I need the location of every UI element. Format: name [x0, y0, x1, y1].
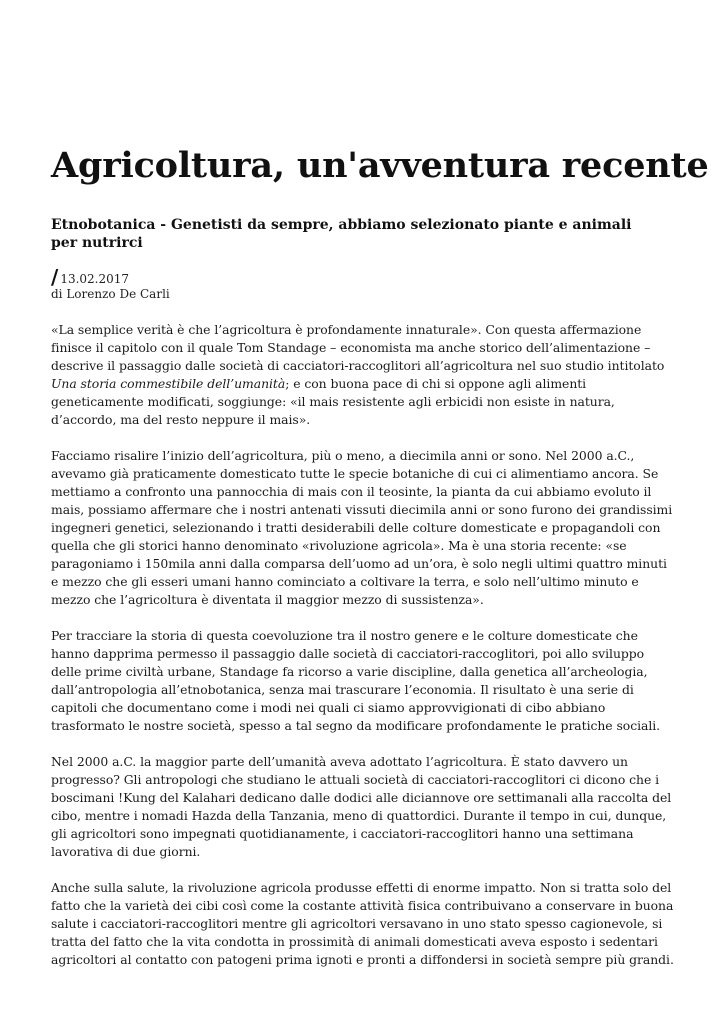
paragraph-2: Facciamo risalire l’inizio dell’agricoltura, più o meno, a diecimila anni or sono. Nel 2000 a.C., avevamo già praticamente domesticato tutte le specie botaniche di cui ci alimentiamo ancora. Se mettiamo a confronto una pannocchia di mais con il teosinte, la pianta da cui abbiamo evoluto il mais, possiamo affermare che i nostri antenati vissuti diecimila anni or sono furono dei grandissimi ingegneri genetici, selezionando i tratti desiderabili delle colture domesticate e propagandoli con quella che gli storici hanno denominato «rivoluzione agricola». Ma è una storia recente: «se paragoniamo i 150mila anni dalla comparsa dell’uomo ad un’ora, è solo negli ultimi quattro minuti e mezzo che gli esseri umani hanno cominciato a coltivare la terra, e solo nell’ultimo minuto e mezzo che l’agricoltura è diventata il maggior mezzo di sussistenza». — [51, 448, 673, 607]
author-byline: di Lorenzo De Carli — [51, 287, 170, 301]
paragraph-1-text-before: «La semplice verità è che l’agricoltura è profondamente innaturale». Con questa affermazione finisce il capitolo con il quale Tom Standage – economista ma anche storico dell’alimentazione – descrive il passaggio dalle società di cacciatori-raccoglitori all’agricoltura nel suo studio intitolato — [51, 322, 665, 373]
book-title: Una storia commestibile dell’umanità — [51, 376, 286, 391]
paragraph-3: Per tracciare la storia di questa coevoluzione tra il nostro genere e le colture domesticate che hanno dapprima permesso il passaggio dalle società di cacciatori-raccoglitori, poi allo sviluppo delle prime civiltà urbane, Standage fa ricorso a varie discipline, dalla genetica all’archeologia, dall’antropologia all’etnobotanica, senza mai trascurare l’economia. Il risultato è una serie di capitoli che documentano come i modi nei quali ci siamo approvvigionati di cibo abbiano trasformato le nostre società, spesso a tal segno da modificare profondamente le pratiche sociali. — [51, 628, 661, 733]
article-body — [51, 321, 675, 987]
article-title: Agricoltura, un'avventura recente — [51, 145, 709, 186]
date-line — [51, 265, 170, 289]
paragraph-5: Anche sulla salute, la rivoluzione agricola produsse effetti di enorme impatto. Non si tratta solo del fatto che la varietà dei cibi così come la costante attività fisica contribuivano a conservare in buona salute i cacciatori-raccoglitori mentre gli agricoltori versavano in uno stato spesso cagionevole, si tratta del fatto che la vita condotta in prossimità di animali domesticati aveva esposto i sedentari agricoltori al contatto con patogeni prima ignoti e pronti a diffondersi in società sempre più grandi. — [51, 880, 674, 967]
paragraph-1 — [51, 321, 675, 429]
paragraph-1-text-after: ; e con buona pace di chi si oppone agli alimenti geneticamente modificati, soggiunge: «il mais resistente agli erbicidi non esiste in natura, d’accordo, ma del resto neppure il mais». — [51, 376, 615, 427]
paragraph-4: Nel 2000 a.C. la maggior parte dell’umanità aveva adottato l’agricoltura. È stato davvero un progresso? Gli antropologi che studiano le attuali società di cacciatori-raccoglitori ci dicono che i boscimani !Kung del Kalahari dedicano dalle dodici alle diciannove ore settimanali alla raccolta del cibo, mentre i nomadi Hazda della Tanzania, meno di quattordici. Durante il tempo in cui, dunque, gli agricoltori sono impegnati quotidianamente, i cacciatori-raccoglitori hanno una settimana lavorativa di due giorni. — [51, 754, 672, 859]
publication-date: 13.02.2017 — [60, 272, 130, 286]
slash-separator: / — [51, 265, 59, 289]
article-subtitle: Etnobotanica - Genetisti da sempre, abbiamo selezionato piante e animali per nutrirci — [51, 217, 632, 251]
article-meta — [51, 265, 170, 302]
